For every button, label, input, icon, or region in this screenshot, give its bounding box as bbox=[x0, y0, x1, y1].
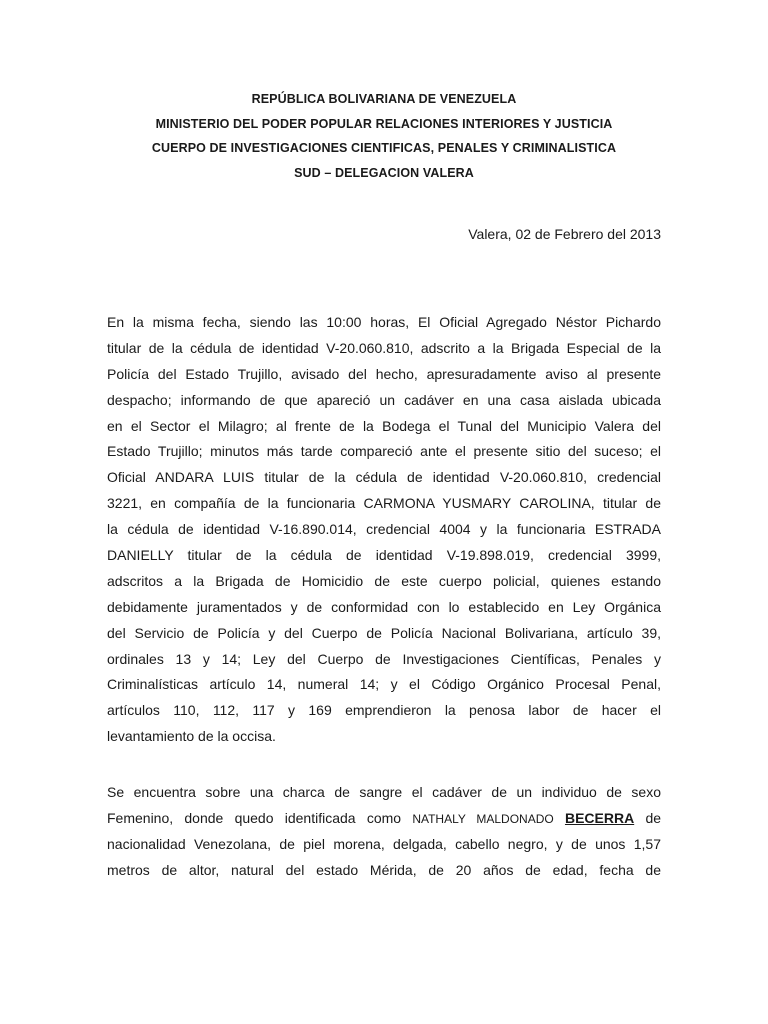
text-line: Policía del Estado Trujillo, avisado del hecho, apresuradamente aviso al presente bbox=[107, 365, 661, 382]
text-line: Criminalísticas artículo 14, numeral 14; y el Código Orgánico Procesal Penal, bbox=[107, 676, 661, 693]
text-line: en el Sector el Milagro; al frente de la Bodega el Tunal del Municipio Valera del bbox=[107, 417, 661, 434]
text-line: artículos 110, 112, 117 y 169 emprendieron la penosa labor de hacer el bbox=[107, 702, 661, 719]
victim-name: NATHALY MALDONADO bbox=[412, 811, 554, 826]
text-line: Oficial ANDARA LUIS titular de la cédula de identidad V-20.060.810, credencial bbox=[107, 469, 661, 486]
text-line: la cédula de identidad V-16.890.014, credencial 4004 y la funcionaria ESTRADA bbox=[107, 521, 661, 538]
text-line: titular de la cédula de identidad V-20.060.810, adscrito a la Brigada Especial de la bbox=[107, 339, 661, 356]
text-line: Estado Trujillo; minutos más tarde compareció ante el presente sitio del suceso; el bbox=[107, 443, 661, 460]
header-delegation: SUD – DELEGACION VALERA bbox=[294, 165, 474, 180]
text-line: Se encuentra sobre una charca de sangre el cadáver de un individuo de sexo bbox=[107, 784, 661, 800]
text-line: metros de altor, natural del estado Mérida, de 20 años de edad, fecha de bbox=[107, 861, 661, 878]
text-line-identification bbox=[107, 806, 661, 832]
victim-surname: BECERRA bbox=[564, 809, 635, 826]
text-line: DANIELLY titular de la cédula de identidad V-19.898.019, credencial 3999, bbox=[107, 547, 661, 564]
text-line: 3221, en compañía de la funcionaria CARMONA YUSMARY CAROLINA, titular de bbox=[107, 495, 661, 512]
document-date: Valera, 02 de Febrero del 2013 bbox=[468, 226, 661, 242]
text-line: En la misma fecha, siendo las 10:00 horas, El Oficial Agregado Néstor Pichardo bbox=[107, 314, 661, 330]
paragraph-report bbox=[107, 310, 661, 750]
identification-suffix: de bbox=[645, 809, 662, 826]
document-header bbox=[0, 87, 768, 185]
text-line: nacionalidad Venezolana, de piel morena, delgada, cabello negro, y de unos 1,57 bbox=[107, 835, 661, 852]
text-line: despacho; informando de que apareció un cadáver en una casa aislada ubicada bbox=[107, 391, 661, 408]
text-line: ordinales 13 y 14; Ley del Cuerpo de Investigaciones Científicas, Penales y bbox=[107, 650, 661, 667]
text-line: debidamente juramentados y de conformidad con lo establecido en Ley Orgánica bbox=[107, 598, 661, 615]
text-line: adscritos a la Brigada de Homicidio de este cuerpo policial, quienes estando bbox=[107, 572, 661, 589]
header-republic: REPÚBLICA BOLIVARIANA DE VENEZUELA bbox=[251, 92, 517, 106]
identification-prefix: Femenino, donde quedo identificada como bbox=[107, 809, 402, 826]
text-line: levantamiento de la occisa. bbox=[107, 728, 276, 745]
header-ministry: MINISTERIO DEL PODER POPULAR RELACIONES INTERIORES Y JUSTICIA bbox=[155, 116, 613, 131]
text-line: del Servicio de Policía y del Cuerpo de Policía Nacional Bolivariana, artículo 39, bbox=[107, 624, 661, 641]
header-agency: CUERPO DE INVESTIGACIONES CIENTIFICAS, PENALES Y CRIMINALISTICA bbox=[151, 141, 617, 155]
paragraph-description bbox=[107, 780, 661, 884]
